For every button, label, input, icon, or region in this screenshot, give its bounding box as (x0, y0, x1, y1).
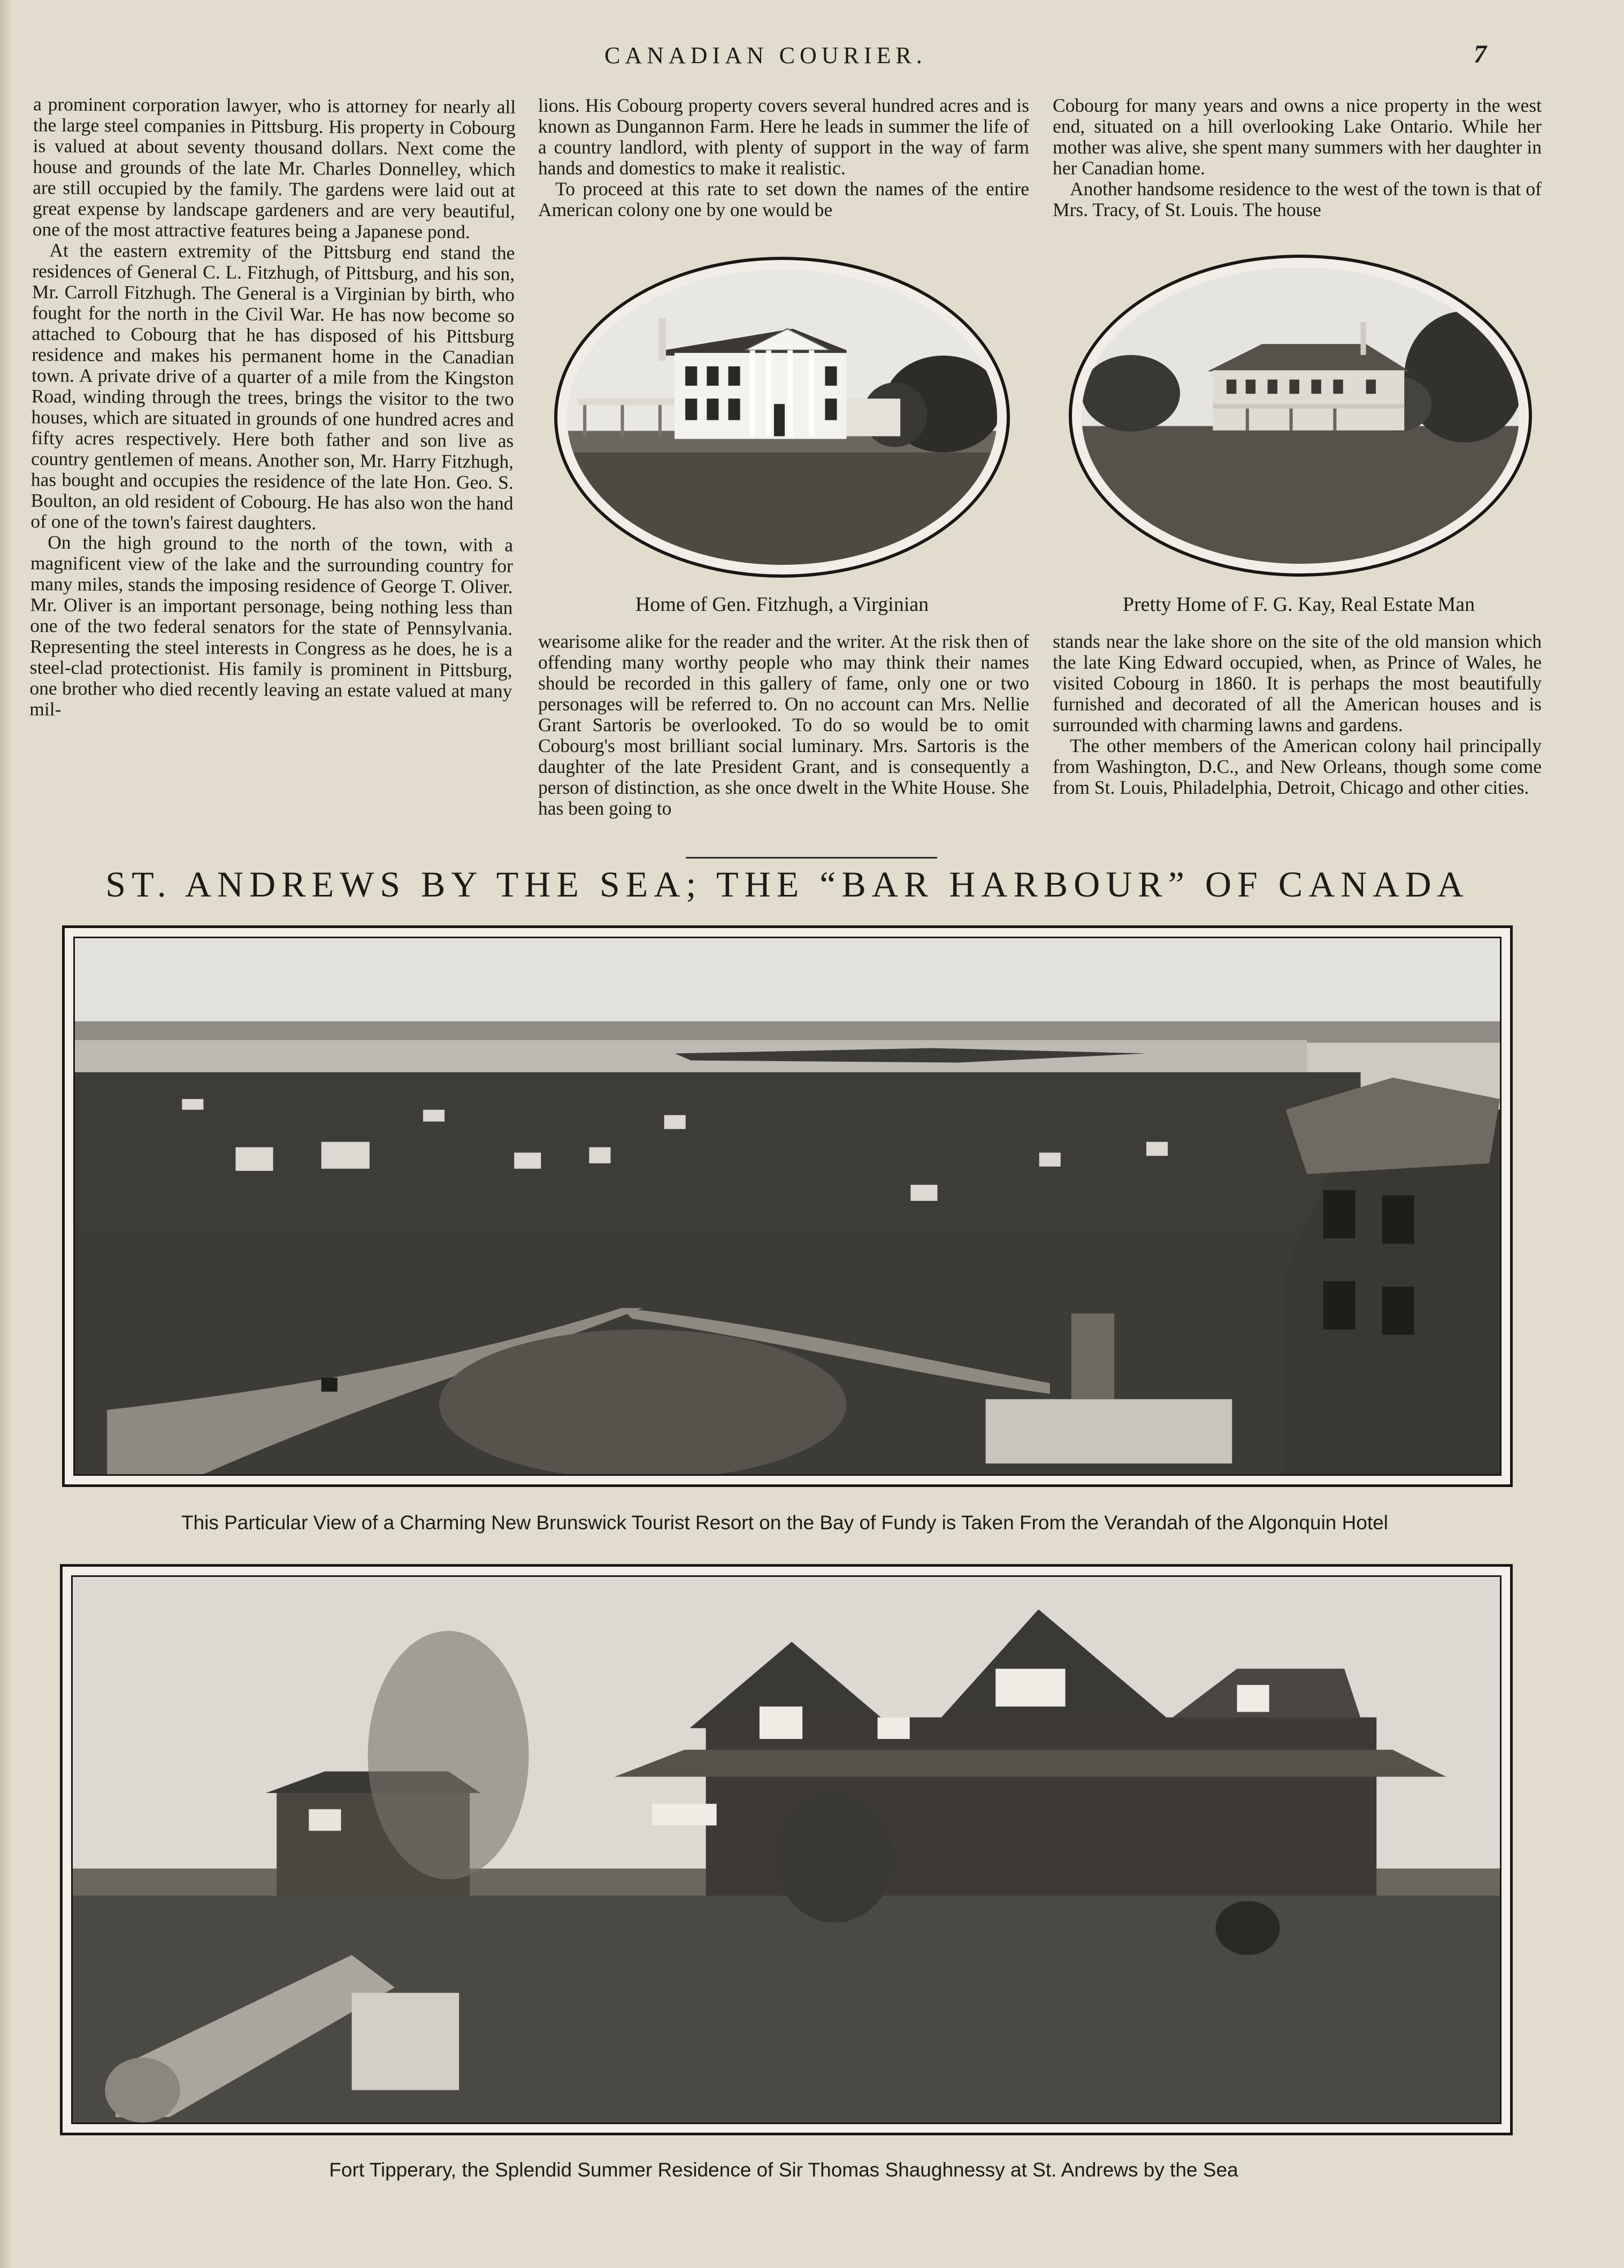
page-header (0, 42, 1624, 74)
paragraph: lions. His Cobourg property covers several hundred acres and is known as Dungannon Farm. Here he leads in summer the life of a country landlord, with plenty of support in the way of farm hands and domestics to make it realistic. (538, 95, 1029, 179)
st-andrews-photo-caption: This Particular View of a Charming New Brunswick Tourist Resort on the Bay of Fundy is Taken From the Verandah of the Algonquin Hotel (181, 1512, 1389, 1534)
feature-headline: ST. ANDREWS BY THE SEA; THE “BAR HARBOUR” OF CANADA (105, 864, 1469, 905)
st-andrews-panorama-illustration (75, 938, 1500, 1474)
article-column-2-top (538, 95, 1029, 245)
fitzhugh-house-illustration (567, 270, 997, 565)
page-edge-shadow (0, 0, 13, 2268)
article-column-3-top (1053, 95, 1542, 245)
st-andrews-photo-frame (62, 925, 1513, 1487)
paragraph: a prominent corporation lawyer, who is attorney for nearly all the large steel companies in Pittsburg. His property in Cobourg is valued at about seventy thousand dollars. Next come the house and grounds of the late Mr. Charles Donnelley, which are still occupied by the family. The gardens were laid out at great expense by landscape gardeners and are very beautiful, one of the most attractive features being a Japanese pond. (32, 93, 516, 243)
article-column-3-bottom (1053, 631, 1542, 840)
running-title: CANADIAN COURIER. (604, 42, 927, 68)
fitzhugh-home-photo (554, 257, 1010, 578)
paragraph: At the eastern extremity of the Pittsburg end stand the residences of General C. L. Fitzhugh, of Pittsburg, and his son, Mr. Carroll Fitzhugh. The General is a Virginian by birth, who fought for the north in the Civil War. He has now become so attached to Cobourg that he has disposed of his Pittsburg residence and makes his permanent home in the Canadian town. A private drive of a quarter of a mile from the Kingston Road, winding through the trees, brings the visitor to the two houses, which are situated in grounds of one hundred acres and fifty acres respectively. Here both father and son live as country gentlemen of means. Another son, Mr. Harry Fitzhugh, has bought and occupies the residence of the late Hon. Geo. S. Boulton, an old resident of Cobourg. He has also won the hand of one of the town's fairest daughters. (30, 239, 515, 534)
kay-photo-caption: Pretty Home of F. G. Kay, Real Estate Man (1122, 593, 1475, 616)
kay-home-photo (1069, 255, 1532, 577)
section-divider (686, 857, 937, 859)
paragraph: On the high ground to the north of the town, with a magnificent view of the lake and the surrounding country for many miles, stands the imposing residence of George T. Oliver. Mr. Oliver is an important personage, being nothing less than one of the two federal senators for the state of Pennsylvania. Representing the steel interests in Congress as he does, he is a steel-clad protectionist. His family is prominent in Pittsburg, one brother who died recently leaving an estate valued at many mil- (29, 531, 514, 720)
fitzhugh-photo-caption: Home of Gen. Fitzhugh, a Virginian (635, 593, 929, 616)
paragraph: stands near the lake shore on the site of the old mansion which the late King Edward occupied, when, as Prince of Wales, he visited Cobourg in 1860. It is perhaps the most beautifully furnished and decorated of all the American houses and is surrounded with charming lawns and gardens. (1053, 631, 1542, 735)
page-number: 7 (1474, 40, 1487, 68)
paragraph: Cobourg for many years and owns a nice property in the west end, situated on a hill overlooking Lake Ontario. While her mother was alive, she spent many summers with her daughter in her Canadian home. (1053, 95, 1542, 179)
paragraph: wearisome alike for the reader and the writer. At the risk then of offending many worthy people who may think their names should be recorded in this gallery of fame, only one or two personages will be referred to. On no account can Mrs. Nellie Grant Sartoris be overlooked. To do so would be to omit Cobourg's most brilliant social luminary. Mrs. Sartoris is the daughter of the late President Grant, and is consequently a person of distinction, as she once dwelt in the White House. She has been going to (538, 631, 1029, 819)
fort-tipperary-illustration (73, 1577, 1500, 2123)
article-column-1 (29, 94, 516, 841)
article-column-2-bottom (538, 631, 1029, 840)
paragraph: The other members of the American colony hail principally from Washington, D.C., and New Orleans, though some come from St. Louis, Philadelphia, Detroit, Chicago and other cities. (1053, 735, 1542, 798)
fort-tipperary-photo-frame (60, 1564, 1513, 2135)
fort-tipperary-photo-caption: Fort Tipperary, the Splendid Summer Residence of Sir Thomas Shaughnessy at St. Andrews by the Sea (329, 2159, 1238, 2181)
paragraph: To proceed at this rate to set down the names of the entire American colony one by one would be (538, 178, 1029, 220)
paragraph: Another handsome residence to the west of the town is that of Mrs. Tracy, of St. Louis. The house (1053, 178, 1542, 220)
kay-house-illustration (1082, 267, 1519, 564)
